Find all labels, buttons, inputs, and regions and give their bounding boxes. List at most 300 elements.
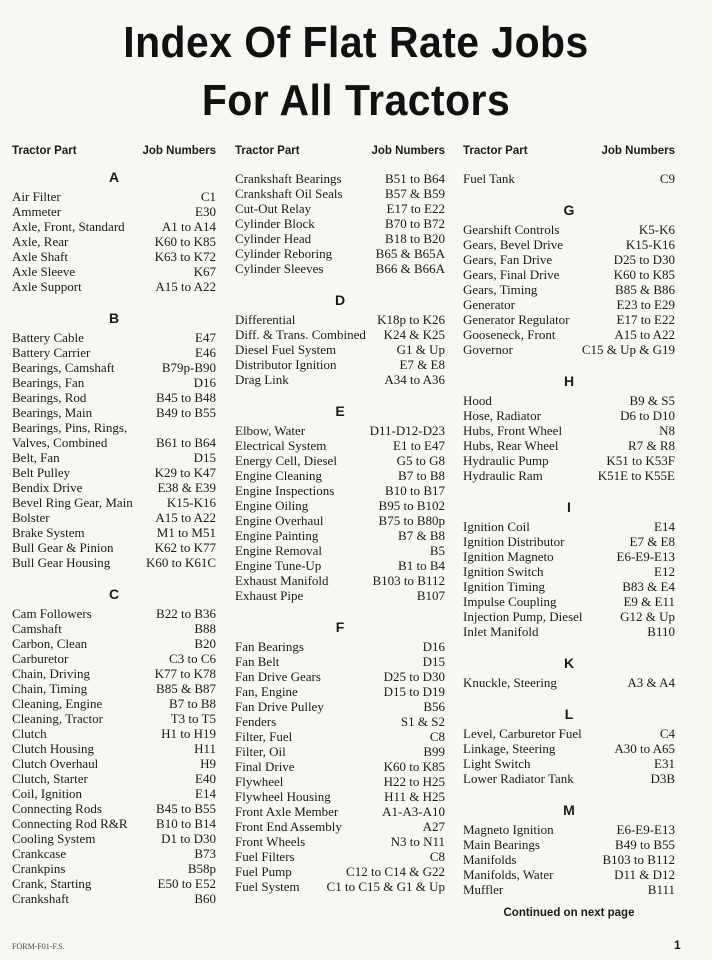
tractor-part: Exhaust Pipe xyxy=(235,588,304,603)
tractor-part: Final Drive xyxy=(235,759,295,774)
job-numbers: D16 xyxy=(193,375,216,390)
tractor-part: Manifolds, Water xyxy=(463,867,554,882)
index-entry xyxy=(463,423,675,438)
tractor-part: Front Wheels xyxy=(235,834,306,849)
tractor-part: Drag Link xyxy=(235,372,289,387)
job-numbers: E50 to E52 xyxy=(157,876,216,891)
section-letter: L xyxy=(564,706,574,722)
tractor-part: Gears, Final Drive xyxy=(463,267,560,282)
job-numbers: B56 xyxy=(423,699,445,714)
section-letter: K xyxy=(563,655,575,671)
tractor-part: Gooseneck, Front xyxy=(463,327,556,342)
tractor-part: Bearings, Main xyxy=(12,405,93,420)
index-entry xyxy=(463,534,675,549)
job-numbers: E17 to E22 xyxy=(386,201,445,216)
tractor-part: Bevel Ring Gear, Main xyxy=(12,495,133,510)
section-letter: A xyxy=(108,169,120,185)
tractor-part: Battery Carrier xyxy=(12,345,91,360)
job-numbers: A30 to A65 xyxy=(614,741,675,756)
job-numbers: H1 to H19 xyxy=(161,726,216,741)
tractor-part: Clutch Housing xyxy=(12,741,94,756)
index-entry xyxy=(12,375,216,390)
index-entry xyxy=(235,573,445,588)
job-numbers: E6-E9-E13 xyxy=(616,822,675,837)
tractor-part: Fan Belt xyxy=(235,654,280,669)
index-section xyxy=(463,653,675,690)
job-numbers: B1 to B4 xyxy=(398,558,445,573)
job-numbers: B103 to B112 xyxy=(602,852,675,867)
job-numbers: C4 xyxy=(659,726,675,741)
index-entry xyxy=(463,408,675,423)
tractor-part: Bearings, Pins, Rings, Valves, Combined xyxy=(12,420,128,450)
job-numbers: K15-K16 xyxy=(166,495,216,510)
tractor-part: Crankshaft xyxy=(12,891,70,906)
index-entry xyxy=(463,282,675,297)
tractor-part: Engine Cleaning xyxy=(235,468,323,483)
index-entry xyxy=(235,789,445,804)
tractor-part: Cylinder Sleeves xyxy=(235,261,324,276)
job-numbers: K51E to K55E xyxy=(597,468,675,483)
job-numbers: E47 xyxy=(195,330,216,345)
job-numbers: E30 xyxy=(195,204,216,219)
job-numbers: K51 to K53F xyxy=(606,453,675,468)
index-section xyxy=(463,497,675,639)
index-entry xyxy=(12,756,216,771)
index-entry xyxy=(463,882,675,897)
tractor-part: Hood xyxy=(463,393,492,408)
job-numbers: H11 xyxy=(194,741,216,756)
tractor-part: Chain, Timing xyxy=(12,681,88,696)
index-entry xyxy=(463,756,675,771)
index-entry xyxy=(463,342,675,357)
job-numbers: K60 to K61C xyxy=(145,555,216,570)
job-numbers: K60 to K85 xyxy=(154,234,216,249)
job-numbers: E7 & E8 xyxy=(399,357,445,372)
tractor-part: Engine Inspections xyxy=(235,483,335,498)
index-entry xyxy=(235,864,445,879)
tractor-part: Energy Cell, Diesel xyxy=(235,453,337,468)
tractor-part: Injection Pump, Diesel xyxy=(463,609,583,624)
index-entry xyxy=(463,327,675,342)
column-header xyxy=(463,145,675,165)
index-entry xyxy=(235,699,445,714)
index-entry xyxy=(235,186,445,201)
index-entry xyxy=(12,771,216,786)
job-numbers: D6 to D10 xyxy=(620,408,675,423)
tractor-part: Connecting Rods xyxy=(12,801,102,816)
tractor-part: Belt Pulley xyxy=(12,465,71,480)
job-numbers: E31 xyxy=(654,756,675,771)
header-job-numbers: Job Numbers xyxy=(601,145,675,157)
index-section xyxy=(235,171,445,276)
section-letter: D xyxy=(334,292,346,308)
tractor-part: Governor xyxy=(463,342,513,357)
tractor-part: Cut-Out Relay xyxy=(235,201,312,216)
tractor-part: Air Filter xyxy=(12,189,61,204)
tractor-part: Generator xyxy=(463,297,515,312)
job-numbers: B85 & B87 xyxy=(156,681,216,696)
job-numbers: B49 to B55 xyxy=(615,837,675,852)
index-entry xyxy=(463,267,675,282)
index-entry xyxy=(12,696,216,711)
index-section xyxy=(463,171,675,186)
tractor-part: Crankcase xyxy=(12,846,67,861)
index-entry xyxy=(235,513,445,528)
index-entry xyxy=(235,558,445,573)
continued-note: Continued on next page xyxy=(503,907,635,919)
job-numbers: K24 & K25 xyxy=(383,327,445,342)
index-entry xyxy=(12,330,216,345)
job-numbers: K77 to K78 xyxy=(154,666,216,681)
tractor-part: Fuel Filters xyxy=(235,849,295,864)
job-numbers: A34 to A36 xyxy=(384,372,445,387)
index-entry xyxy=(463,579,675,594)
index-entry xyxy=(12,606,216,621)
tractor-part: Clutch, Starter xyxy=(12,771,88,786)
job-numbers: A15 to A22 xyxy=(155,510,216,525)
index-entry xyxy=(235,498,445,513)
job-numbers: B70 to B72 xyxy=(385,216,445,231)
tractor-part: Flywheel Housing xyxy=(235,789,331,804)
tractor-part: Generator Regulator xyxy=(463,312,570,327)
section-letter: H xyxy=(563,373,575,389)
tractor-part: Muffler xyxy=(463,882,504,897)
page-number: 1 xyxy=(674,938,681,952)
index-entry xyxy=(235,879,445,894)
index-entry xyxy=(235,261,445,276)
job-numbers: C1 xyxy=(200,189,216,204)
index-entry xyxy=(463,564,675,579)
index-entry xyxy=(235,714,445,729)
index-entry xyxy=(12,666,216,681)
index-entry xyxy=(12,846,216,861)
tractor-part: Cylinder Reboring xyxy=(235,246,333,261)
tractor-part: Battery Cable xyxy=(12,330,84,345)
job-numbers: B5 xyxy=(429,543,445,558)
index-entry xyxy=(463,297,675,312)
job-numbers: B99 xyxy=(423,744,445,759)
tractor-part: Ignition Timing xyxy=(463,579,545,594)
index-entry xyxy=(235,804,445,819)
job-numbers: E7 & E8 xyxy=(629,534,675,549)
tractor-part: Gearshift Controls xyxy=(463,222,560,237)
job-numbers: E23 to E29 xyxy=(616,297,675,312)
job-numbers: K29 to K47 xyxy=(154,465,216,480)
tractor-part: Magneto Ignition xyxy=(463,822,554,837)
index-entry xyxy=(12,891,216,906)
index-entry xyxy=(463,771,675,786)
tractor-part: Cylinder Head xyxy=(235,231,312,246)
tractor-part: Cleaning, Engine xyxy=(12,696,103,711)
job-numbers: R7 & R8 xyxy=(628,438,675,453)
job-numbers: D3B xyxy=(650,771,675,786)
index-section xyxy=(463,371,675,483)
section-letter: E xyxy=(335,403,345,419)
tractor-part: Electrical System xyxy=(235,438,327,453)
tractor-part: Fan Drive Gears xyxy=(235,669,321,684)
job-numbers: B61 to B64 xyxy=(156,435,216,450)
tractor-part: Flywheel xyxy=(235,774,284,789)
tractor-part: Diesel Fuel System xyxy=(235,342,337,357)
index-entry xyxy=(235,639,445,654)
index-entry xyxy=(463,237,675,252)
tractor-part: Clutch Overhaul xyxy=(12,756,99,771)
index-section xyxy=(463,704,675,786)
tractor-part: Crankshaft Oil Seals xyxy=(235,186,343,201)
tractor-part: Cooling System xyxy=(12,831,96,846)
job-numbers: S1 & S2 xyxy=(400,714,445,729)
index-entry xyxy=(235,483,445,498)
job-numbers: B111 xyxy=(647,882,675,897)
index-entry xyxy=(463,519,675,534)
tractor-part: Engine Overhaul xyxy=(235,513,324,528)
index-entry xyxy=(235,453,445,468)
tractor-part: Hubs, Front Wheel xyxy=(463,423,563,438)
tractor-part: Gears, Fan Drive xyxy=(463,252,553,267)
job-numbers: B65 & B65A xyxy=(375,246,445,261)
index-section xyxy=(12,308,216,570)
index-entry xyxy=(235,834,445,849)
tractor-part: Axle, Rear xyxy=(12,234,69,249)
index-section xyxy=(463,200,675,357)
tractor-part: Fan Drive Pulley xyxy=(235,699,324,714)
job-numbers: B75 to B80p xyxy=(378,513,445,528)
column-header xyxy=(12,145,216,165)
index-entry xyxy=(235,528,445,543)
job-numbers: G1 & Up xyxy=(396,342,445,357)
job-numbers: A3 & A4 xyxy=(627,675,675,690)
index-entry xyxy=(463,675,675,690)
job-numbers: E6-E9-E13 xyxy=(616,549,675,564)
job-numbers: B79p-B90 xyxy=(161,360,216,375)
tractor-part: Engine Oiling xyxy=(235,498,309,513)
tractor-part: Main Bearings xyxy=(463,837,540,852)
tractor-part: Fuel Tank xyxy=(463,171,515,186)
index-entry xyxy=(463,822,675,837)
tractor-part: Axle Support xyxy=(12,279,82,294)
tractor-part: Clutch xyxy=(12,726,47,741)
index-entry xyxy=(235,729,445,744)
job-numbers: N3 to N11 xyxy=(390,834,445,849)
section-letter: B xyxy=(108,310,120,326)
tractor-part: Crankshaft Bearings xyxy=(235,171,342,186)
tractor-part: Diff. & Trans. Combined xyxy=(235,327,366,342)
index-section xyxy=(12,167,216,294)
job-numbers: B20 xyxy=(194,636,216,651)
section-letter: M xyxy=(563,802,575,818)
job-numbers: C12 to C14 & G22 xyxy=(346,864,445,879)
tractor-part: Fan Bearings xyxy=(235,639,304,654)
job-numbers: B18 to B20 xyxy=(385,231,445,246)
job-numbers: C15 & Up & G19 xyxy=(581,342,675,357)
tractor-part: Ignition Switch xyxy=(463,564,544,579)
job-numbers: B107 xyxy=(416,588,445,603)
index-entry xyxy=(463,624,675,639)
index-entry xyxy=(463,393,675,408)
index-entry xyxy=(463,453,675,468)
job-numbers: K67 xyxy=(193,264,216,279)
job-numbers: H9 xyxy=(200,756,216,771)
job-numbers: K62 to K77 xyxy=(154,540,216,555)
tractor-part: Belt, Fan xyxy=(12,450,60,465)
index-entry xyxy=(12,360,216,375)
job-numbers: E1 to E47 xyxy=(393,438,445,453)
index-entry xyxy=(235,684,445,699)
job-numbers: B10 to B14 xyxy=(156,816,216,831)
job-numbers: E38 & E39 xyxy=(157,480,216,495)
index-entry xyxy=(235,423,445,438)
job-numbers: D15 to D19 xyxy=(383,684,445,699)
index-entry xyxy=(235,669,445,684)
job-numbers: K60 to K85 xyxy=(383,759,445,774)
job-numbers: E14 xyxy=(195,786,216,801)
index-entry xyxy=(12,249,216,264)
tractor-part: Cam Followers xyxy=(12,606,92,621)
index-section xyxy=(463,800,675,897)
job-numbers: B83 & E4 xyxy=(622,579,675,594)
tractor-part: Hose, Radiator xyxy=(463,408,541,423)
index-entry xyxy=(235,231,445,246)
tractor-part: Coil, Ignition xyxy=(12,786,83,801)
tractor-part: Bull Gear Housing xyxy=(12,555,111,570)
index-entry xyxy=(235,171,445,186)
index-entry xyxy=(235,759,445,774)
tractor-part: Chain, Driving xyxy=(12,666,90,681)
index-entry xyxy=(235,774,445,789)
index-entry xyxy=(463,252,675,267)
job-numbers: D1 to D30 xyxy=(161,831,216,846)
job-numbers: D15 xyxy=(193,450,216,465)
tractor-part: Fenders xyxy=(235,714,277,729)
index-entry xyxy=(235,543,445,558)
index-column-1 xyxy=(12,145,216,906)
job-numbers: B45 to B55 xyxy=(156,801,216,816)
index-entry xyxy=(12,831,216,846)
job-numbers: B22 to B36 xyxy=(156,606,216,621)
tractor-part: Connecting Rod R&R xyxy=(12,816,128,831)
index-entry xyxy=(12,525,216,540)
tractor-part: Ignition Coil xyxy=(463,519,530,534)
index-entry xyxy=(12,636,216,651)
index-entry xyxy=(235,438,445,453)
job-numbers: C8 xyxy=(429,729,445,744)
index-entry xyxy=(12,264,216,279)
job-numbers: E40 xyxy=(195,771,216,786)
index-section xyxy=(235,617,445,894)
job-numbers: B45 to B48 xyxy=(156,390,216,405)
index-entry xyxy=(463,726,675,741)
job-numbers: D25 to D30 xyxy=(383,669,445,684)
job-numbers: A1-A3-A10 xyxy=(382,804,445,819)
section-letter: I xyxy=(567,499,571,515)
job-numbers: A15 to A22 xyxy=(614,327,675,342)
job-numbers: B60 xyxy=(194,891,216,906)
tractor-part: Cylinder Block xyxy=(235,216,315,231)
job-numbers: B103 to B112 xyxy=(372,573,445,588)
job-numbers: B57 & B59 xyxy=(385,186,445,201)
tractor-part: Bearings, Fan xyxy=(12,375,85,390)
tractor-part: Axle, Front, Standard xyxy=(12,219,125,234)
tractor-part: Crank, Starting xyxy=(12,876,92,891)
tractor-part: Lower Radiator Tank xyxy=(463,771,574,786)
index-entry xyxy=(235,327,445,342)
tractor-part: Filter, Oil xyxy=(235,744,286,759)
tractor-part: Axle Sleeve xyxy=(12,264,76,279)
job-numbers: B51 to B64 xyxy=(385,171,445,186)
index-entry xyxy=(12,741,216,756)
tractor-part: Impulse Coupling xyxy=(463,594,557,609)
index-entry xyxy=(235,468,445,483)
tractor-part: Fuel System xyxy=(235,879,300,894)
page-title-line-1: Index Of Flat Rate Jobs xyxy=(123,18,589,67)
index-entry xyxy=(235,819,445,834)
job-numbers: B7 & B8 xyxy=(398,528,445,543)
header-job-numbers: Job Numbers xyxy=(142,145,216,157)
tractor-part: Gears, Timing xyxy=(463,282,538,297)
tractor-part: Axle Shaft xyxy=(12,249,68,264)
tractor-part: Carburetor xyxy=(12,651,69,666)
tractor-part: Light Switch xyxy=(463,756,531,771)
index-entry xyxy=(235,246,445,261)
job-numbers: D11-D12-D23 xyxy=(369,423,445,438)
job-numbers: K63 to K72 xyxy=(154,249,216,264)
job-numbers: C8 xyxy=(429,849,445,864)
tractor-part: Gears, Bevel Drive xyxy=(463,237,563,252)
job-numbers: E46 xyxy=(195,345,216,360)
job-numbers: E9 & E11 xyxy=(623,594,675,609)
index-entry xyxy=(463,837,675,852)
job-numbers: B7 to B8 xyxy=(398,468,445,483)
job-numbers: C1 to C15 & G1 & Up xyxy=(326,879,445,894)
index-column-3 xyxy=(463,145,675,919)
tractor-part: Bendix Drive xyxy=(12,480,83,495)
index-entry xyxy=(12,876,216,891)
index-entry xyxy=(12,390,216,405)
tractor-part: Camshaft xyxy=(12,621,62,636)
column-header xyxy=(235,145,445,165)
header-tractor-part: Tractor Part xyxy=(463,145,528,157)
job-numbers: D15 xyxy=(422,654,445,669)
tractor-part: Bearings, Rod xyxy=(12,390,87,405)
job-numbers: H11 & H25 xyxy=(384,789,445,804)
tractor-part: Engine Removal xyxy=(235,543,323,558)
job-numbers: M1 to M51 xyxy=(156,525,216,540)
tractor-part: Engine Tune-Up xyxy=(235,558,322,573)
job-numbers: C9 xyxy=(659,171,675,186)
header-tractor-part: Tractor Part xyxy=(12,145,77,157)
tractor-part: Filter, Fuel xyxy=(235,729,293,744)
job-numbers: B95 to B102 xyxy=(378,498,445,513)
job-numbers: E12 xyxy=(654,564,675,579)
tractor-part: Ignition Distributor xyxy=(463,534,565,549)
index-entry xyxy=(463,222,675,237)
job-numbers: B85 & B86 xyxy=(615,282,675,297)
index-entry xyxy=(12,786,216,801)
tractor-part: Elbow, Water xyxy=(235,423,306,438)
index-entry xyxy=(235,201,445,216)
tractor-part: Manifolds xyxy=(463,852,517,867)
index-entry xyxy=(463,609,675,624)
index-entry xyxy=(235,312,445,327)
job-numbers: K60 to K85 xyxy=(613,267,675,282)
index-entry xyxy=(12,204,216,219)
index-entry xyxy=(12,621,216,636)
tractor-part: Front End Assembly xyxy=(235,819,342,834)
index-entry xyxy=(235,588,445,603)
job-numbers: E17 to E22 xyxy=(616,312,675,327)
job-numbers: B110 xyxy=(647,624,675,639)
index-entry xyxy=(463,594,675,609)
